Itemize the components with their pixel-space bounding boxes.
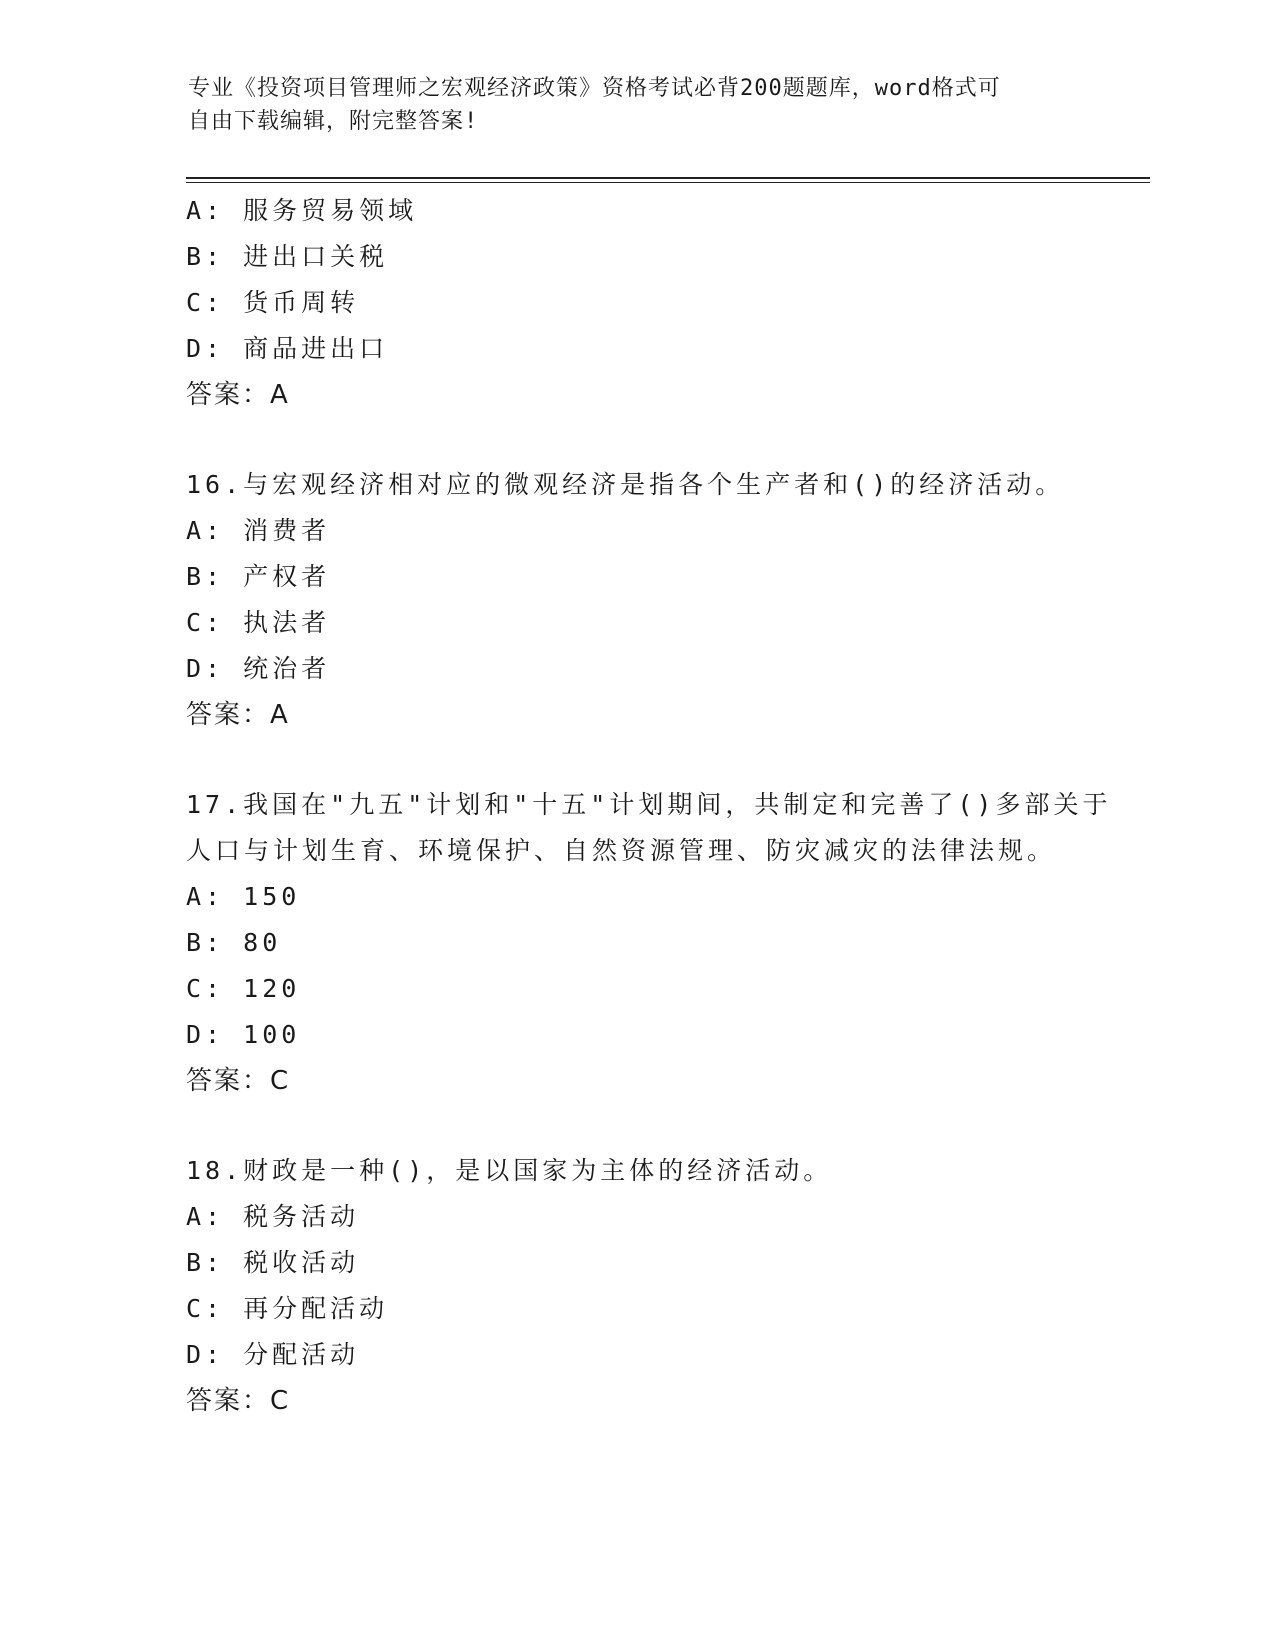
option-a: A: 150	[186, 882, 301, 911]
option-c: C: 执法者	[186, 608, 331, 637]
option-c: C: 货币周转	[186, 288, 360, 317]
question-block-18	[186, 1148, 1106, 1424]
option-d: D: 分配活动	[186, 1340, 360, 1369]
question-stem-line-2: 人口与计划生育、环境保护、自然资源管理、防灾减灾的法律法规。	[186, 836, 1057, 865]
header-line-1: 专业《投资项目管理师之宏观经济政策》资格考试必背200题题库，word格式可	[188, 76, 1001, 101]
question-stem: 18.财政是一种()，是以国家为主体的经济活动。	[186, 1156, 833, 1185]
answer-label: 答案：	[186, 700, 271, 730]
header-line-2: 自由下载编辑，附完整答案!	[188, 109, 479, 134]
document-header	[188, 72, 1068, 138]
spacer	[186, 1104, 1106, 1148]
answer-value: C	[270, 1066, 291, 1096]
option-b: B: 税收活动	[186, 1248, 360, 1277]
option-d: D: 统治者	[186, 654, 331, 683]
answer-value: C	[270, 1386, 291, 1416]
question-block-15	[186, 188, 1106, 418]
answer-value: A	[270, 700, 290, 730]
option-d: D: 100	[186, 1020, 301, 1049]
question-list	[186, 188, 1112, 1424]
spacer	[186, 738, 1106, 782]
option-a: A: 消费者	[186, 516, 331, 545]
question-stem-line-1: 17.我国在"九五"计划和"十五"计划期间，共制定和完善了()多部关于	[186, 790, 1112, 819]
option-d: D: 商品进出口	[186, 334, 389, 363]
question-block-16	[186, 462, 1106, 738]
answer-label: 答案：	[186, 1386, 271, 1416]
answer-line	[186, 692, 1106, 738]
option-b: B: 进出口关税	[186, 242, 389, 271]
option-a: A: 服务贸易领域	[186, 196, 418, 225]
option-a: A: 税务活动	[186, 1202, 360, 1231]
header-divider-thick	[186, 177, 1150, 179]
spacer	[186, 418, 1106, 462]
header-divider-thin	[186, 182, 1150, 183]
question-block-17	[186, 782, 1112, 1104]
answer-line	[186, 372, 1106, 418]
answer-line	[186, 1378, 1106, 1424]
answer-label: 答案：	[186, 1066, 271, 1096]
option-b: B: 产权者	[186, 562, 331, 591]
answer-label: 答案：	[186, 380, 271, 410]
option-c: C: 再分配活动	[186, 1294, 389, 1323]
option-b: B: 80	[186, 928, 282, 957]
answer-line	[186, 1058, 1106, 1104]
question-stem: 16.与宏观经济相对应的微观经济是指各个生产者和()的经济活动。	[186, 470, 1065, 499]
answer-value: A	[270, 380, 290, 410]
option-c: C: 120	[186, 974, 301, 1003]
